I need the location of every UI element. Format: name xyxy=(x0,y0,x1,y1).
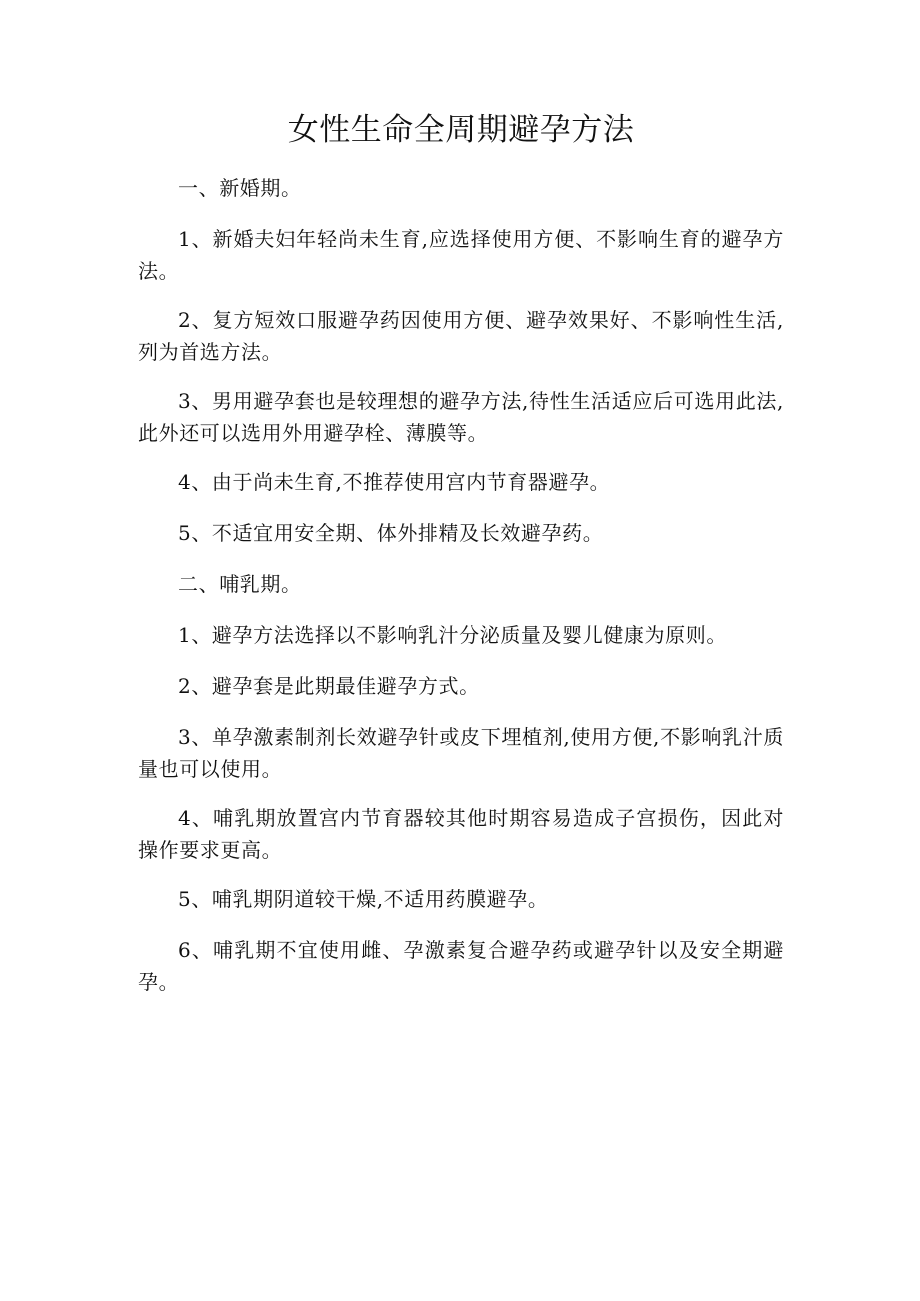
paragraph-newlywed-2: 2、复方短效口服避孕药因使用方便、避孕效果好、不影响性生活,列为首选方法。 xyxy=(138,308,784,364)
paragraph-newlywed-5: 5、不适宜用安全期、体外排精及长效避孕药。 xyxy=(178,521,604,545)
paragraph-newlywed-3: 3、男用避孕套也是较理想的避孕方法,待性生活适应后可选用此法,此外还可以选用外用避孕栓、薄膜等。 xyxy=(138,389,784,445)
section-heading-newlywed: 一、新婚期。 xyxy=(178,176,302,200)
paragraph-newlywed-1: 1、新婚夫妇年轻尚未生育,应选择使用方便、不影响生育的避孕方法。 xyxy=(138,227,784,283)
section-heading-lactation: 二、哺乳期。 xyxy=(178,572,302,596)
paragraph-lactation-5: 5、哺乳期阴道较干燥,不适用药膜避孕。 xyxy=(178,887,549,911)
paragraph-lactation-6: 6、哺乳期不宜使用雌、孕激素复合避孕药或避孕针以及安全期避孕。 xyxy=(138,938,784,994)
paragraph-lactation-3: 3、单孕激素制剂长效避孕针或皮下埋植剂,使用方便,不影响乳汁质量也可以使用。 xyxy=(138,725,784,781)
paragraph-lactation-4: 4、哺乳期放置宫内节育器较其他时期容易造成子宫损伤，因此对操作要求更高。 xyxy=(138,806,784,862)
paragraph-newlywed-4: 4、由于尚未生育,不推荐使用宫内节育器避孕。 xyxy=(178,470,611,494)
paragraph-lactation-1: 1、避孕方法选择以不影响乳汁分泌质量及婴儿健康为原则。 xyxy=(178,623,727,647)
paragraph-lactation-2: 2、避孕套是此期最佳避孕方式。 xyxy=(178,674,480,698)
document-title: 女性生命全周期避孕方法 xyxy=(287,112,635,148)
